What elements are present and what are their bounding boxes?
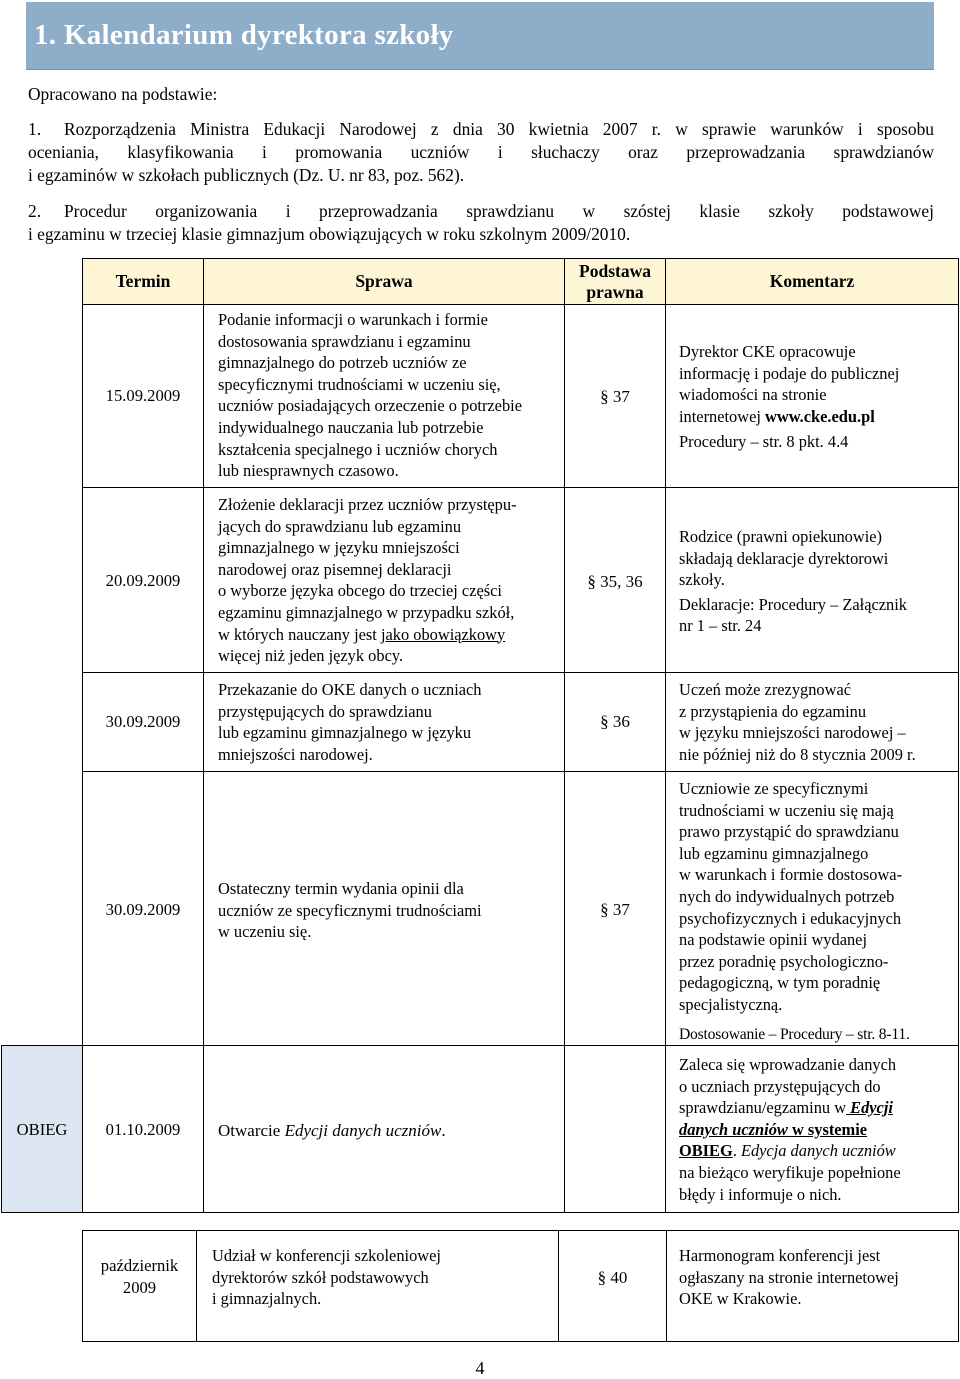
row-3-sprawa-line: przystępujących do sprawdzianu [218,701,432,721]
row-1-komentarz-line: Dyrektor CKE opracowuje [679,342,856,361]
row-1-podstawa: § 37 [600,387,630,406]
row-1-komentarz-line: wiadomości na stronie [679,385,827,405]
row-5-komentarz-line: na bieżąco weryfikuje popełnione [679,1162,901,1182]
edycji-link[interactable]: Edycji [846,1098,893,1118]
row-1-komentarz-link-line [679,406,899,428]
row-5-komentarz-cell [665,1045,959,1213]
row-5-label: OBIEG [16,1120,68,1139]
row-4-komentarz-line: nych do indywidualnych potrzeb [679,886,895,906]
row-3-komentarz-line: z przystąpienia do egzaminu [679,701,867,721]
sprawa-italic-text: Edycji danych uczniów [284,1121,442,1140]
row-2-sprawa-line: Złożenie deklaracji przez uczniów przystępu- [218,495,517,514]
row-2-sprawa [218,494,517,667]
komentarz-italic-text: Edycja danych uczniów [740,1141,896,1161]
row-2-podstawa-cell [564,487,666,673]
row-3-sprawa-cell [203,672,565,772]
row-5-komentarz-line [679,1119,901,1141]
row-1-komentarz-line: informację i podaje do publicznej [679,363,900,383]
row-2-podstawa: § 35, 36 [587,572,643,591]
header-komentarz: Komentarz [769,271,855,291]
row-3-podstawa: § 36 [600,712,630,731]
row-2-sprawa-line [218,624,517,646]
source-1-line-1: Rozporządzenia Ministra Edukacji Narodowej z dnia 30 kwietnia 2007 r. w sprawie warunków i sposobu [64,119,934,139]
row-2-sprawa-line: egzaminu gimnazjalnego w przypadku szkół, [218,602,515,622]
row-4-sprawa [218,878,482,943]
header-termin: Termin [115,271,171,291]
row-6-podstawa-cell [558,1230,667,1342]
row-3-sprawa [218,679,482,765]
row-2-komentarz-line: szkoły. [679,570,725,590]
row-6-komentarz-line: OKE w Krakowie. [679,1289,802,1309]
row-1-komentarz-note: Procedury – str. 8 pkt. 4.4 [679,432,849,452]
row-4-komentarz-line: trudnościami w uczeniu się mają [679,800,894,820]
system-link[interactable]: w systemie [787,1119,868,1139]
row-6-komentarz-cell [666,1230,959,1342]
row-4-komentarz-line: lub egzaminu gimnazjalnego [679,843,869,863]
header-sprawa-cell [203,258,565,305]
row-5-date: 01.10.2009 [105,1120,181,1139]
row-6-podstawa: § 40 [597,1268,628,1287]
row-6-sprawa-line: dyrektorów szkół podstawowych [212,1267,429,1287]
row-2-komentarz-line: składają deklaracje dyrektorowi [679,548,889,568]
row-2-date: 20.09.2009 [105,571,181,590]
row-1-sprawa-line: Podanie informacji o warunkach i formie [218,310,488,329]
row-5-komentarz-line: Zaleca się wprowadzanie danych [679,1055,897,1074]
row-1-podstawa-cell [564,304,666,488]
row-6-komentarz-line: ogłaszany na stronie internetowej [679,1267,899,1287]
row-5-komentarz-line [679,1097,901,1119]
row-1-sprawa [218,309,522,482]
row-2-komentarz-line: Rodzice (prawni opiekunowie) [679,527,882,546]
row-5-komentarz-line [679,1140,901,1162]
row-4-komentarz-line: na podstawie opinii wydanej [679,930,867,950]
row-2-date-cell [82,487,204,673]
row-3-komentarz-line: nie później niż do 8 stycznia 2009 r. [679,744,916,764]
row-2-sprawa-line: gimnazjalnego w języku mniejszości [218,538,460,558]
link-prefix: internetowej [679,406,766,426]
header-podstawa [565,261,665,303]
row-3-komentarz-line: w języku mniejszości narodowej – [679,723,906,743]
section-heading-banner [26,2,934,70]
source-item-2 [28,200,934,246]
row-3-date-cell [82,672,204,772]
row-4-komentarz-line: w warunkach i formie dostosowa- [679,865,903,885]
row-3-komentarz-cell [665,672,959,772]
row-4-komentarz-note: Dostosowanie – Procedury – str. 8-11. [679,1025,910,1043]
row-1-komentarz-cell [665,304,959,488]
intro-text: Opracowano na podstawie: [28,84,218,104]
source-2-line-2: i egzaminu w trzeciej klasie gimnazjum obowiązujących w roku szkolnym 2009/2010. [28,224,631,244]
row-6-date [83,1255,196,1299]
source-item-1 [28,118,934,187]
row-1-sprawa-line: indywidualnego nauczania lub potrzebie [218,417,484,437]
source-number-2: 2. [28,201,42,221]
row-2-sprawa-line: o wyborze języka obcego do trzeciej części [218,581,502,601]
sprawa-text: . [441,1121,446,1140]
row-3-sprawa-line: Przekazanie do OKE danych o uczniach [218,680,482,699]
row-6-date-line: 2009 [122,1278,157,1297]
row-6-sprawa-line: i gimnazjalnych. [212,1289,322,1309]
row-5-podstawa-cell [564,1045,666,1213]
row-5-komentarz-line: błędy i informuje o nich. [679,1184,842,1204]
row-4-podstawa: § 37 [600,900,630,919]
row-1-komentarz [679,341,899,453]
row-2-komentarz [679,526,907,637]
row-2-komentarz-note: Deklaracje: Procedury – Załącznik [679,594,907,614]
row-2-sprawa-line: więcej niż jeden język obcy. [218,646,404,666]
header-komentarz-cell [665,258,959,305]
source-2-line-1: Procedur organizowania i przeprowadzania sprawdzianu w szóstej klasie szkoły podstawowej [64,201,934,221]
row-4-date: 30.09.2009 [105,900,181,919]
row-5-sprawa [218,1120,446,1142]
sprawa-underlined-text: jako obowiązkowy [380,624,506,644]
row-5-label-cell [1,1045,83,1213]
row-4-date-cell [82,771,204,1046]
row-1-date-cell [82,304,204,488]
row-2-sprawa-line: narodowej oraz pisemnej deklaracji [218,559,452,579]
row-6-date-line: październik [100,1256,179,1275]
sprawa-text: w których nauczany jest [218,624,381,644]
header-sprawa: Sprawa [355,271,413,291]
header-termin-cell [82,258,204,305]
row-4-komentarz-line: prawo przystąpić do sprawdzianu [679,822,899,842]
row-6-sprawa-line: Udział w konferencji szkoleniowej [212,1246,441,1265]
row-2-komentarz-cell [665,487,959,673]
row-4-komentarz-line: pedagogiczną, w tym poradnię [679,973,881,993]
row-2-sprawa-line: jących do sprawdzianu lub egzaminu [218,516,462,536]
row-3-date: 30.09.2009 [105,712,181,731]
row-4-sprawa-line: uczniów ze specyficznymi trudnościami [218,900,482,920]
row-3-komentarz-line: Uczeń może zrezygnować [679,680,851,699]
row-5-komentarz-line: o uczniach przystępujących do [679,1076,881,1096]
row-3-sprawa-line: lub egzaminu gimnazjalnego w języku [218,723,472,743]
row-4-komentarz-line: specjalistyczną. [679,994,783,1014]
row-4-komentarz-line: Uczniowie ze specyficznymi [679,779,869,798]
row-1-sprawa-line: dostosowania sprawdzianu i egzaminu [218,331,471,351]
row-4-komentarz-cell [665,771,959,1046]
row-1-sprawa-line: specyficznymi trudnościami w uczeniu się, [218,374,501,394]
row-6-sprawa-cell [196,1230,559,1342]
row-6-date-cell [82,1230,197,1342]
row-4-sprawa-line: w uczeniu się. [218,922,312,942]
komentarz-text: sprawdzianu/egzaminu w [679,1098,847,1118]
row-4-komentarz-line: psychofizycznych i edukacyjnych [679,908,902,928]
row-2-sprawa-cell [203,487,565,673]
source-1-line-3: i egzaminów w szkołach publicznych (Dz. U. nr 83, poz. 562). [28,165,465,185]
row-1-sprawa-line: uczniów posiadających orzeczenie o potrzebie [218,396,522,416]
header-podstawa-cell [564,258,666,305]
row-3-podstawa-cell [564,672,666,772]
row-4-komentarz-line: przez poradnię psychologiczno- [679,951,889,971]
edycji-link[interactable]: danych uczniów [679,1119,788,1139]
row-1-date: 15.09.2009 [105,386,181,405]
row-6-komentarz-line: Harmonogram konferencji jest [679,1246,881,1265]
page-number: 4 [475,1358,485,1378]
source-number-1: 1. [28,119,42,139]
row-2-komentarz-note: nr 1 – str. 24 [679,616,762,636]
sprawa-text: Otwarcie [218,1121,285,1140]
row-5-date-cell [82,1045,204,1213]
row-4-sprawa-cell [203,771,565,1046]
header-podstawa-line-2: prawna [586,282,644,302]
row-4-sprawa-line: Ostateczny termin wydania opinii dla [218,879,464,898]
row-1-sprawa-line: kształcenia specjalnego i uczniów chorych [218,439,498,459]
header-podstawa-line-1: Podstawa [579,261,651,281]
row-4-komentarz [679,778,910,1045]
row-4-podstawa-cell [564,771,666,1046]
section-heading: 1. Kalendarium dyrektora szkoły [34,19,454,51]
row-1-sprawa-line: gimnazjalnego do potrzeb uczniów ze [218,353,467,373]
obieg-link[interactable]: OBIEG [679,1141,733,1161]
source-1-line-2: oceniania, klasyfikowania i promowania uczniów i słuchaczy oraz przeprowadzania sprawdzianów [28,142,934,162]
cke-website-link[interactable]: www.cke.edu.pl [765,406,875,426]
row-1-sprawa-cell [203,304,565,488]
row-1-sprawa-line: lub niesprawnych czasowo. [218,461,399,481]
row-6-komentarz [679,1245,899,1310]
row-3-sprawa-line: mniejszości narodowej. [218,744,373,764]
row-5-sprawa-cell [203,1045,565,1213]
komentarz-text: . [732,1141,741,1161]
row-5-komentarz [679,1054,901,1205]
row-3-komentarz [679,679,916,765]
row-6-sprawa [212,1245,441,1310]
